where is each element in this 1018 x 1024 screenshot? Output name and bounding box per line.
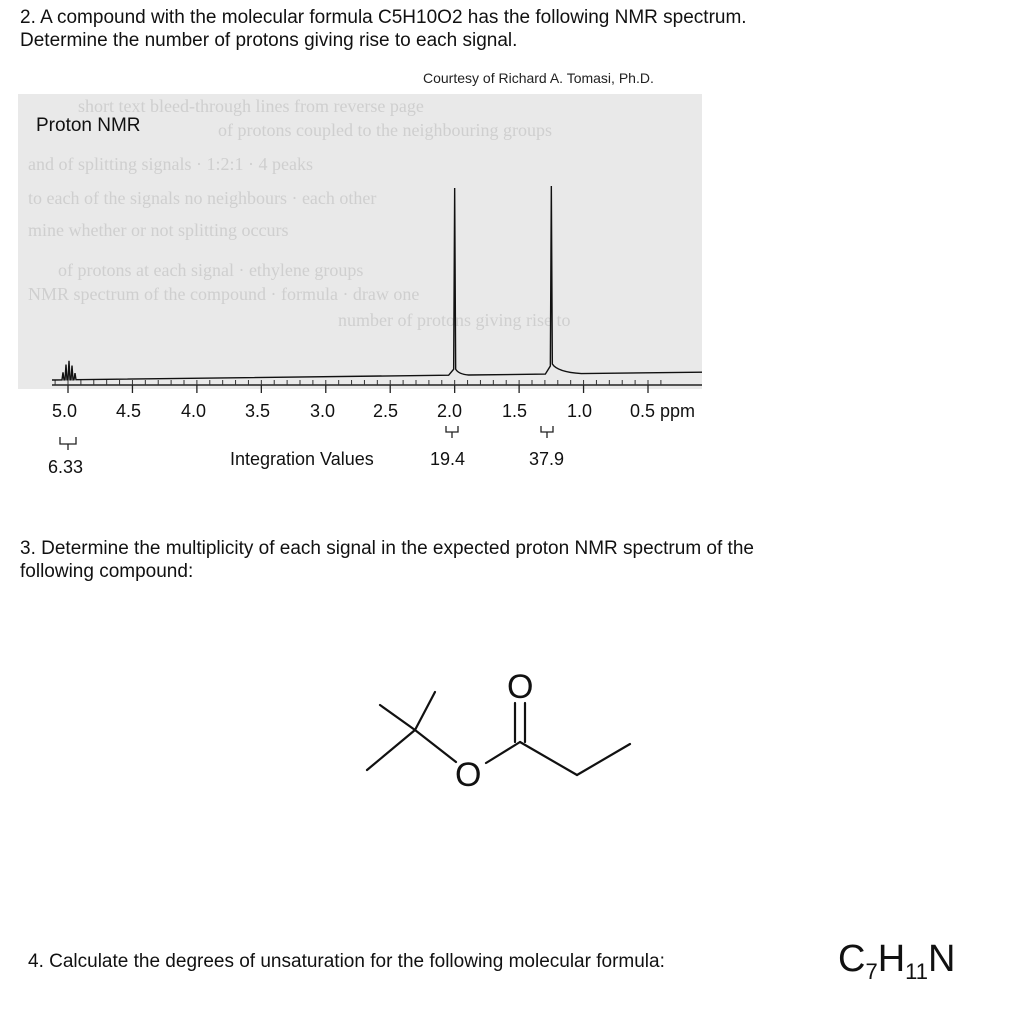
bond-tbu-o — [415, 730, 456, 762]
tick-label-1-0: 1.0 — [567, 401, 593, 421]
tick-label-1-5: 1.5 — [502, 401, 528, 421]
formula-hydrogen-count: 11 — [905, 959, 928, 984]
integration-values-label: Integration Values — [230, 449, 374, 469]
carbonyl-oxygen-atom: O — [507, 668, 534, 706]
tick-label-0-5-ppm: 0.5 ppm — [630, 401, 696, 421]
question-3-line-1: 3. Determine the multiplicity of each signal in the expected proton NMR spectrum of the — [20, 538, 754, 559]
integration-bracket-3 — [541, 426, 553, 438]
svg-text:mine whether or not splitting: mine whether or not splitting occurs — [28, 220, 289, 240]
tick-label-3-0: 3.0 — [310, 401, 336, 421]
question-2-line-2: Determine the number of protons giving rise to each signal. — [20, 30, 518, 51]
integration-value-3: 37.9 — [529, 449, 565, 469]
integration-value-1: 6.33 — [48, 457, 84, 477]
formula-carbon-count: 7 — [865, 959, 878, 984]
formula-carbon: C — [838, 938, 866, 980]
question-3-line-2: following compound: — [20, 561, 194, 582]
tick-label-3-5: 3.5 — [245, 401, 271, 421]
molecule-structure — [367, 692, 630, 775]
molecular-formula — [838, 937, 956, 984]
bond-methyl-3 — [415, 692, 435, 730]
tick-label-4-5: 4.5 — [116, 401, 142, 421]
svg-text:of protons coupled to the neig: of protons coupled to the neighbouring groups — [218, 120, 552, 140]
question-4: 4. Calculate the degrees of unsaturation for the following molecular formula: — [28, 951, 665, 972]
formula-hydrogen: H — [877, 938, 906, 980]
formula-nitrogen: N — [928, 938, 956, 980]
bond-o-carbonyl — [486, 742, 520, 763]
question-3 — [20, 537, 1000, 583]
bond-ch2-ch3 — [577, 744, 630, 775]
bond-carbonyl-ch2 — [520, 742, 577, 775]
tick-label-4-0: 4.0 — [181, 401, 207, 421]
tick-label-5-0: 5.0 — [52, 401, 78, 421]
svg-text:NMR spectrum of the compound: NMR spectrum of the compound · formula · draw one — [28, 284, 420, 304]
svg-text:and of splitting signals · 1: and of splitting signals · 1:2:1 · 4 peaks — [28, 154, 313, 174]
svg-text:to each of the signals no neig: to each of the signals no neighbours · each other — [28, 188, 377, 208]
bond-methyl-1 — [380, 705, 415, 730]
integration-bracket-1 — [60, 437, 76, 450]
x-axis-major-ticks — [68, 385, 648, 393]
tick-label-2-0: 2.0 — [437, 401, 463, 421]
spectrum-title: Proton NMR — [36, 115, 141, 136]
tick-label-2-5: 2.5 — [373, 401, 399, 421]
integration-bracket-2 — [446, 426, 458, 438]
ether-oxygen-atom: O — [455, 756, 482, 794]
svg-text:short text bleed-through lines: short text bleed-through lines from reverse page — [78, 96, 424, 116]
svg-text:number of protons giving rise: number of protons giving rise to — [338, 310, 571, 330]
question-2-line-1: 2. A compound with the molecular formula C5H10O2 has the following NMR spectrum. — [20, 7, 747, 28]
integration-value-2: 19.4 — [430, 449, 466, 469]
bond-methyl-2 — [367, 730, 415, 770]
spectrum-trace — [52, 186, 702, 380]
svg-text:of protons at each signal ·: of protons at each signal · ethylene groups — [58, 260, 364, 280]
courtesy-credit: Courtesy of Richard A. Tomasi, Ph.D. — [423, 70, 654, 86]
